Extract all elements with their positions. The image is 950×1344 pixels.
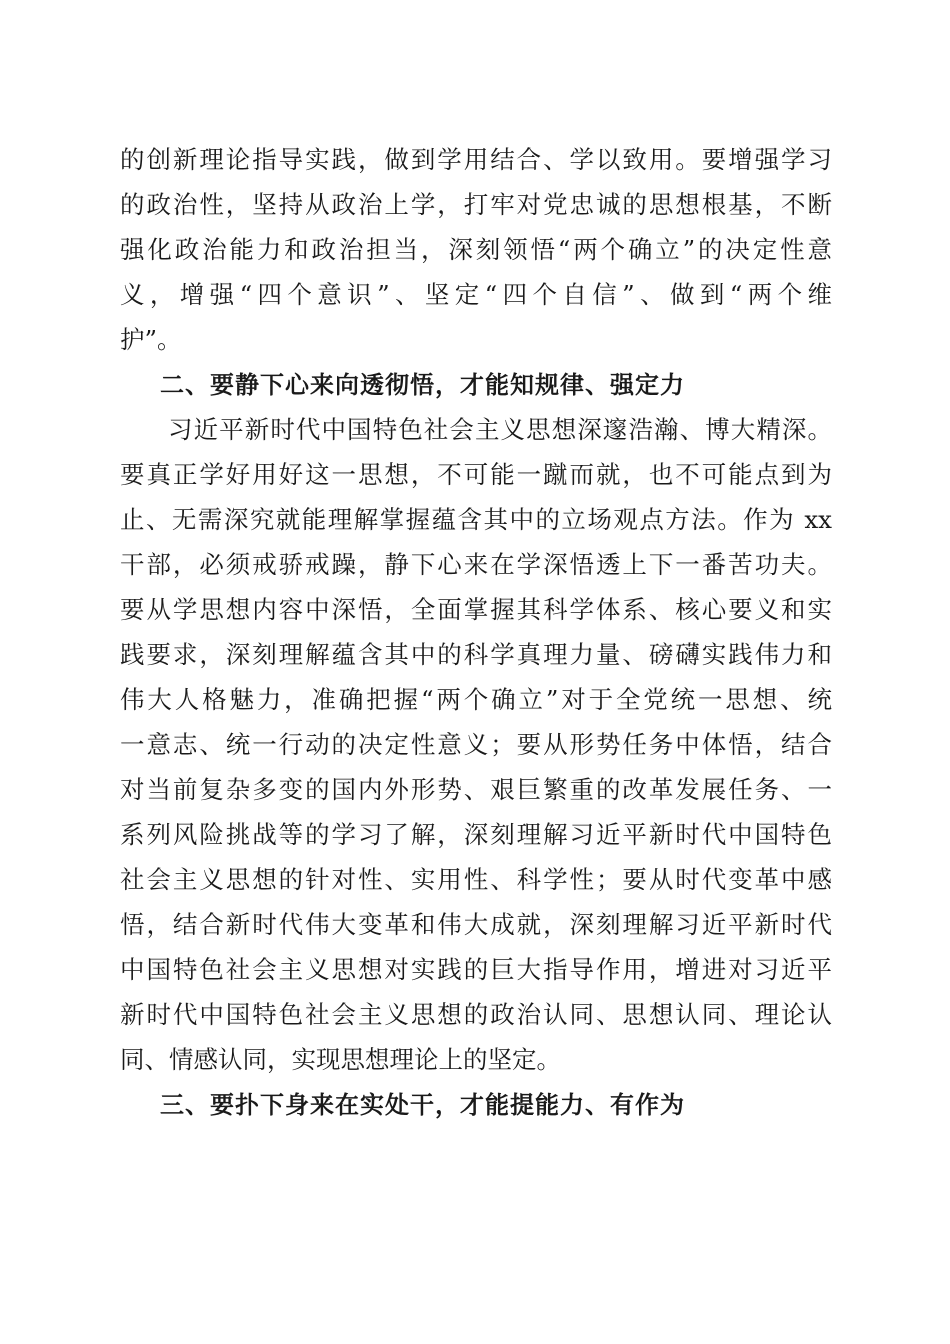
paragraph-1-line-3: 强化政治能力和政治担当，深刻领悟“两个确立”的决定性意 — [120, 235, 832, 264]
paragraph-1-line-2: 的政治性，坚持从政治上学，打牢对党忠诚的思想根基，不断 — [120, 190, 832, 219]
paragraph-2-line-5: 要从学思想内容中深悟，全面掌握其科学体系、核心要义和实 — [120, 595, 832, 624]
paragraph-2-line-1: 习近平新时代中国特色社会主义思想深邃浩瀚、博大精深。 — [168, 415, 832, 444]
paragraph-2-line-8: 一意志、统一行动的决定性意义；要从形势任务中体悟，结合 — [120, 730, 832, 759]
paragraph-2-line-15: 同、情感认同，实现思想理论上的坚定。 — [120, 1045, 561, 1074]
paragraph-2-line-7: 伟大人格魅力，准确把握“两个确立”对于全党统一思想、统 — [120, 685, 832, 714]
paragraph-2-line-3: 止、无需深究就能理解掌握蕴含其中的立场观点方法。作为 xx — [120, 505, 832, 534]
section-heading-3: 三、要扑下身来在实处干，才能提能力、有作为 — [160, 1091, 685, 1119]
paragraph-2-line-12: 悟，结合新时代伟大变革和伟大成就，深刻理解习近平新时代 — [120, 910, 832, 939]
paragraph-2-line-2: 要真正学好用好这一思想，不可能一蹴而就，也不可能点到为 — [120, 460, 832, 489]
paragraph-1-line-1: 的创新理论指导实践，做到学用结合、学以致用。要增强学习 — [120, 145, 832, 174]
paragraph-2-line-4: 干部，必须戒骄戒躁，静下心来在学深悟透上下一番苦功夫。 — [120, 550, 832, 579]
paragraph-2-line-9: 对当前复杂多变的国内外形势、艰巨繁重的改革发展任务、一 — [120, 775, 832, 804]
paragraph-2-line-10: 系列风险挑战等的学习了解，深刻理解习近平新时代中国特色 — [120, 820, 832, 849]
paragraph-2-line-14: 新时代中国特色社会主义思想的政治认同、思想认同、理论认 — [120, 1000, 832, 1029]
section-heading-2: 二、要静下心来向透彻悟，才能知规律、强定力 — [160, 371, 685, 399]
paragraph-2-line-13: 中国特色社会主义思想对实践的巨大指导作用，增进对习近平 — [120, 955, 832, 984]
paragraph-1-line-4: 义，增强“四个意识”、坚定“四个自信”、做到“两个维 — [120, 280, 832, 309]
paragraph-2-line-11: 社会主义思想的针对性、实用性、科学性；要从时代变革中感 — [120, 865, 832, 894]
paragraph-2-line-6: 践要求，深刻理解蕴含其中的科学真理力量、磅礴实践伟力和 — [120, 640, 832, 669]
paragraph-1-line-5: 护”。 — [120, 325, 182, 354]
